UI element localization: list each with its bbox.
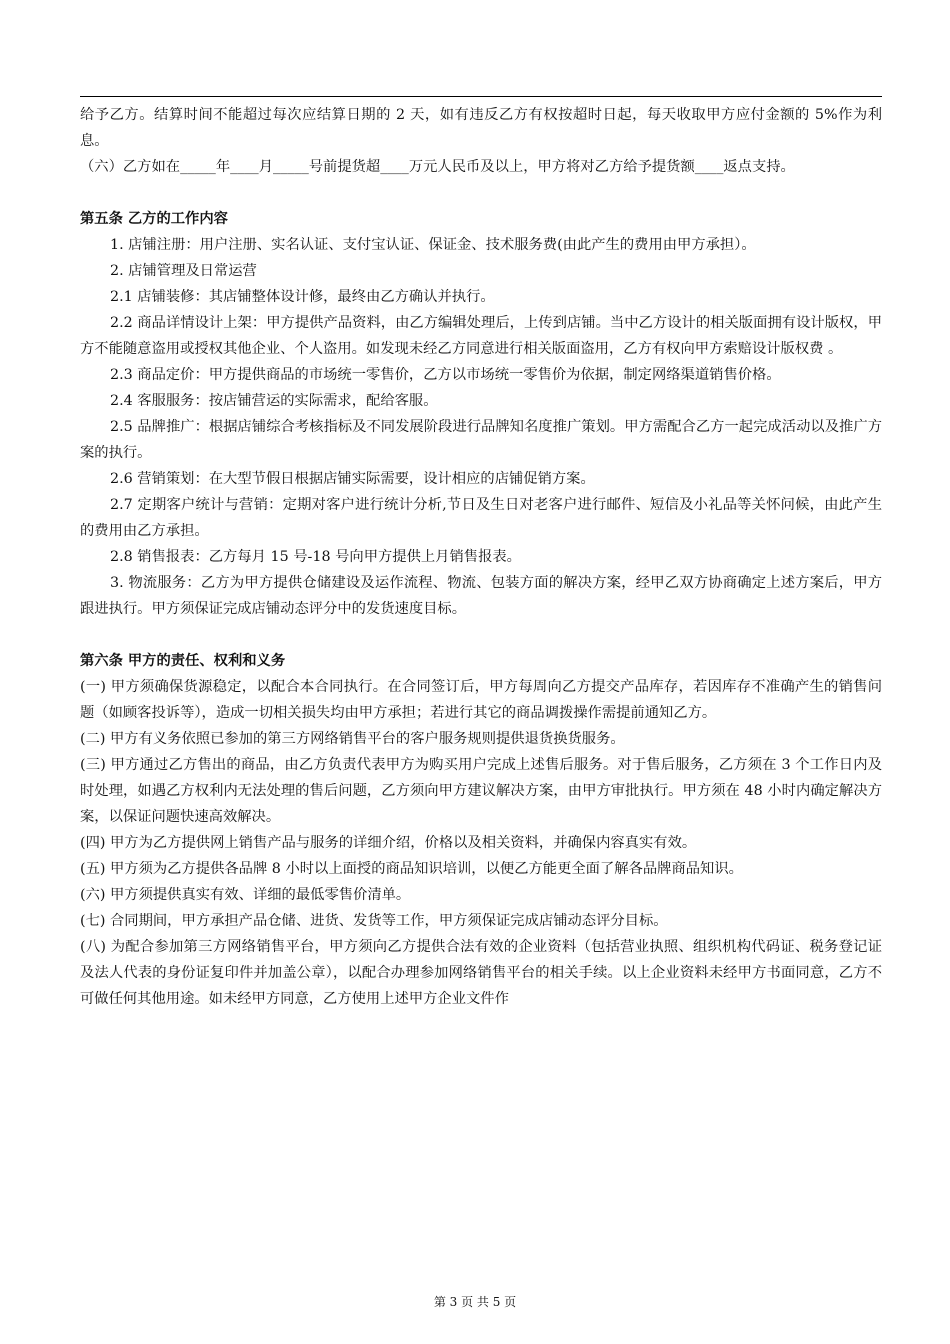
article-6-item: (二) 甲方有义务依照已参加的第三方网络销售平台的客户服务规则提供退货换货服务。 [80, 731, 625, 747]
article-6-item: (八) 为配合参加第三方网络销售平台，甲方须向乙方提供合法有效的企业资料（包括营业执照、组织机构代码证、税务登记证及法人代表的身份证复印件并加盖公章），以配合办理参加网络销售平台的相关手续。以上企业资料未经甲方书面同意，乙方不可做任何其他用途。如未经甲方同意，乙方使用上述甲方企业文件作 [80, 939, 882, 1007]
article-5-item: 3. 物流服务：乙方为甲方提供仓储建设及运作流程、物流、包装方面的解决方案，经甲乙双方协商确定上述方案后，甲方跟进执行。甲方须保证完成店铺动态评分中的发货速度目标。 [80, 575, 882, 617]
article-5-item: 2.8 销售报表：乙方每月 15 号-18 号向甲方提供上月销售报表。 [110, 549, 521, 565]
page-footer: 第 3 页 共 5 页 [433, 1295, 517, 1309]
article-5-item: 2.1 店铺装修：其店铺整体设计修，最终由乙方确认并执行。 [110, 289, 495, 305]
article-5-item: 1. 店铺注册：用户注册、实名认证、支付宝认证、保证金、技术服务费(由此产生的费用由甲方承担）。 [110, 237, 756, 253]
article-5-title: 第五条 乙方的工作内容 [80, 211, 228, 227]
document-page [80, 96, 882, 1012]
article-6-item: (一) 甲方须确保货源稳定，以配合本合同执行。在合同签订后，甲方每周向乙方提交产品库存，若因库存不准确产生的销售问题（如顾客投诉等），造成一切相关损失均由甲方承担；若进行其它的商品调拨操作需提前通知乙方。 [80, 679, 882, 721]
article-5-item: 2.2 商品详情设计上架：甲方提供产品资料，由乙方编辑处理后，上传到店铺。当中乙方设计的相关版面拥有设计版权，甲方不能随意盗用或授权其他企业、个人盗用。如发现未经乙方同意进行相关版面盗用，乙方有权向甲方索赔设计版权费 。 [80, 315, 882, 357]
article-6-item: (六) 甲方须提供真实有效、详细的最低零售价清单。 [80, 887, 411, 903]
article-5-item: 2. 店铺管理及日常运营 [110, 263, 257, 279]
header-rule [80, 96, 882, 97]
article-5-item: 2.6 营销策划：在大型节假日根据店铺实际需要，设计相应的店铺促销方案。 [110, 471, 595, 487]
article-5-item: 2.4 客服服务：按店铺营运的实际需求，配给客服。 [110, 393, 438, 409]
article-6-item: (五) 甲方须为乙方提供各品牌 8 小时以上面授的商品知识培训，以便乙方能更全面了解各品牌商品知识。 [80, 861, 743, 877]
section-spacer [80, 180, 882, 206]
intro-paragraph-1: 给予乙方。结算时间不能超过每次应结算日期的 2 天，如有违反乙方有权按超时日起，每天收取甲方应付金额的 5%作为利息。 [80, 107, 882, 149]
article-5-item: 2.7 定期客户统计与营销：定期对客户进行统计分析,节日及生日对老客户进行邮件、短信及小礼品等关怀问候，由此产生的费用由乙方承担。 [80, 497, 882, 539]
article-6-item: (四) 甲方为乙方提供网上销售产品与服务的详细介绍，价格以及相关资料，并确保内容真实有效。 [80, 835, 697, 851]
article-6-title: 第六条 甲方的责任、权利和义务 [80, 653, 286, 669]
intro-paragraph-2: （六）乙方如在_____年____月_____号前提货超____万元人民币及以上，甲方将对乙方给予提货额____返点支持。 [80, 159, 795, 175]
article-6-item: (七) 合同期间，甲方承担产品仓储、进货、发货等工作，甲方须保证完成店铺动态评分目标。 [80, 913, 668, 929]
article-5-item: 2.5 品牌推广：根据店铺综合考核指标及不同发展阶段进行品牌知名度推广策划。甲方需配合乙方一起完成活动以及推广方案的执行。 [80, 419, 882, 461]
section-spacer [80, 622, 882, 648]
article-5-item: 2.3 商品定价：甲方提供商品的市场统一零售价，乙方以市场统一零售价为依据，制定网络渠道销售价格。 [110, 367, 781, 383]
article-6-item: (三) 甲方通过乙方售出的商品，由乙方负责代表甲方为购买用户完成上述售后服务。对于售后服务，乙方须在 3 个工作日内及时处理，如遇乙方权利内无法处理的售后问题，乙方须向甲方建议解决方案，由甲方审批执行。甲方须在 48 小时内确定解决方案，以保证问题快速高效解决。 [80, 757, 882, 825]
